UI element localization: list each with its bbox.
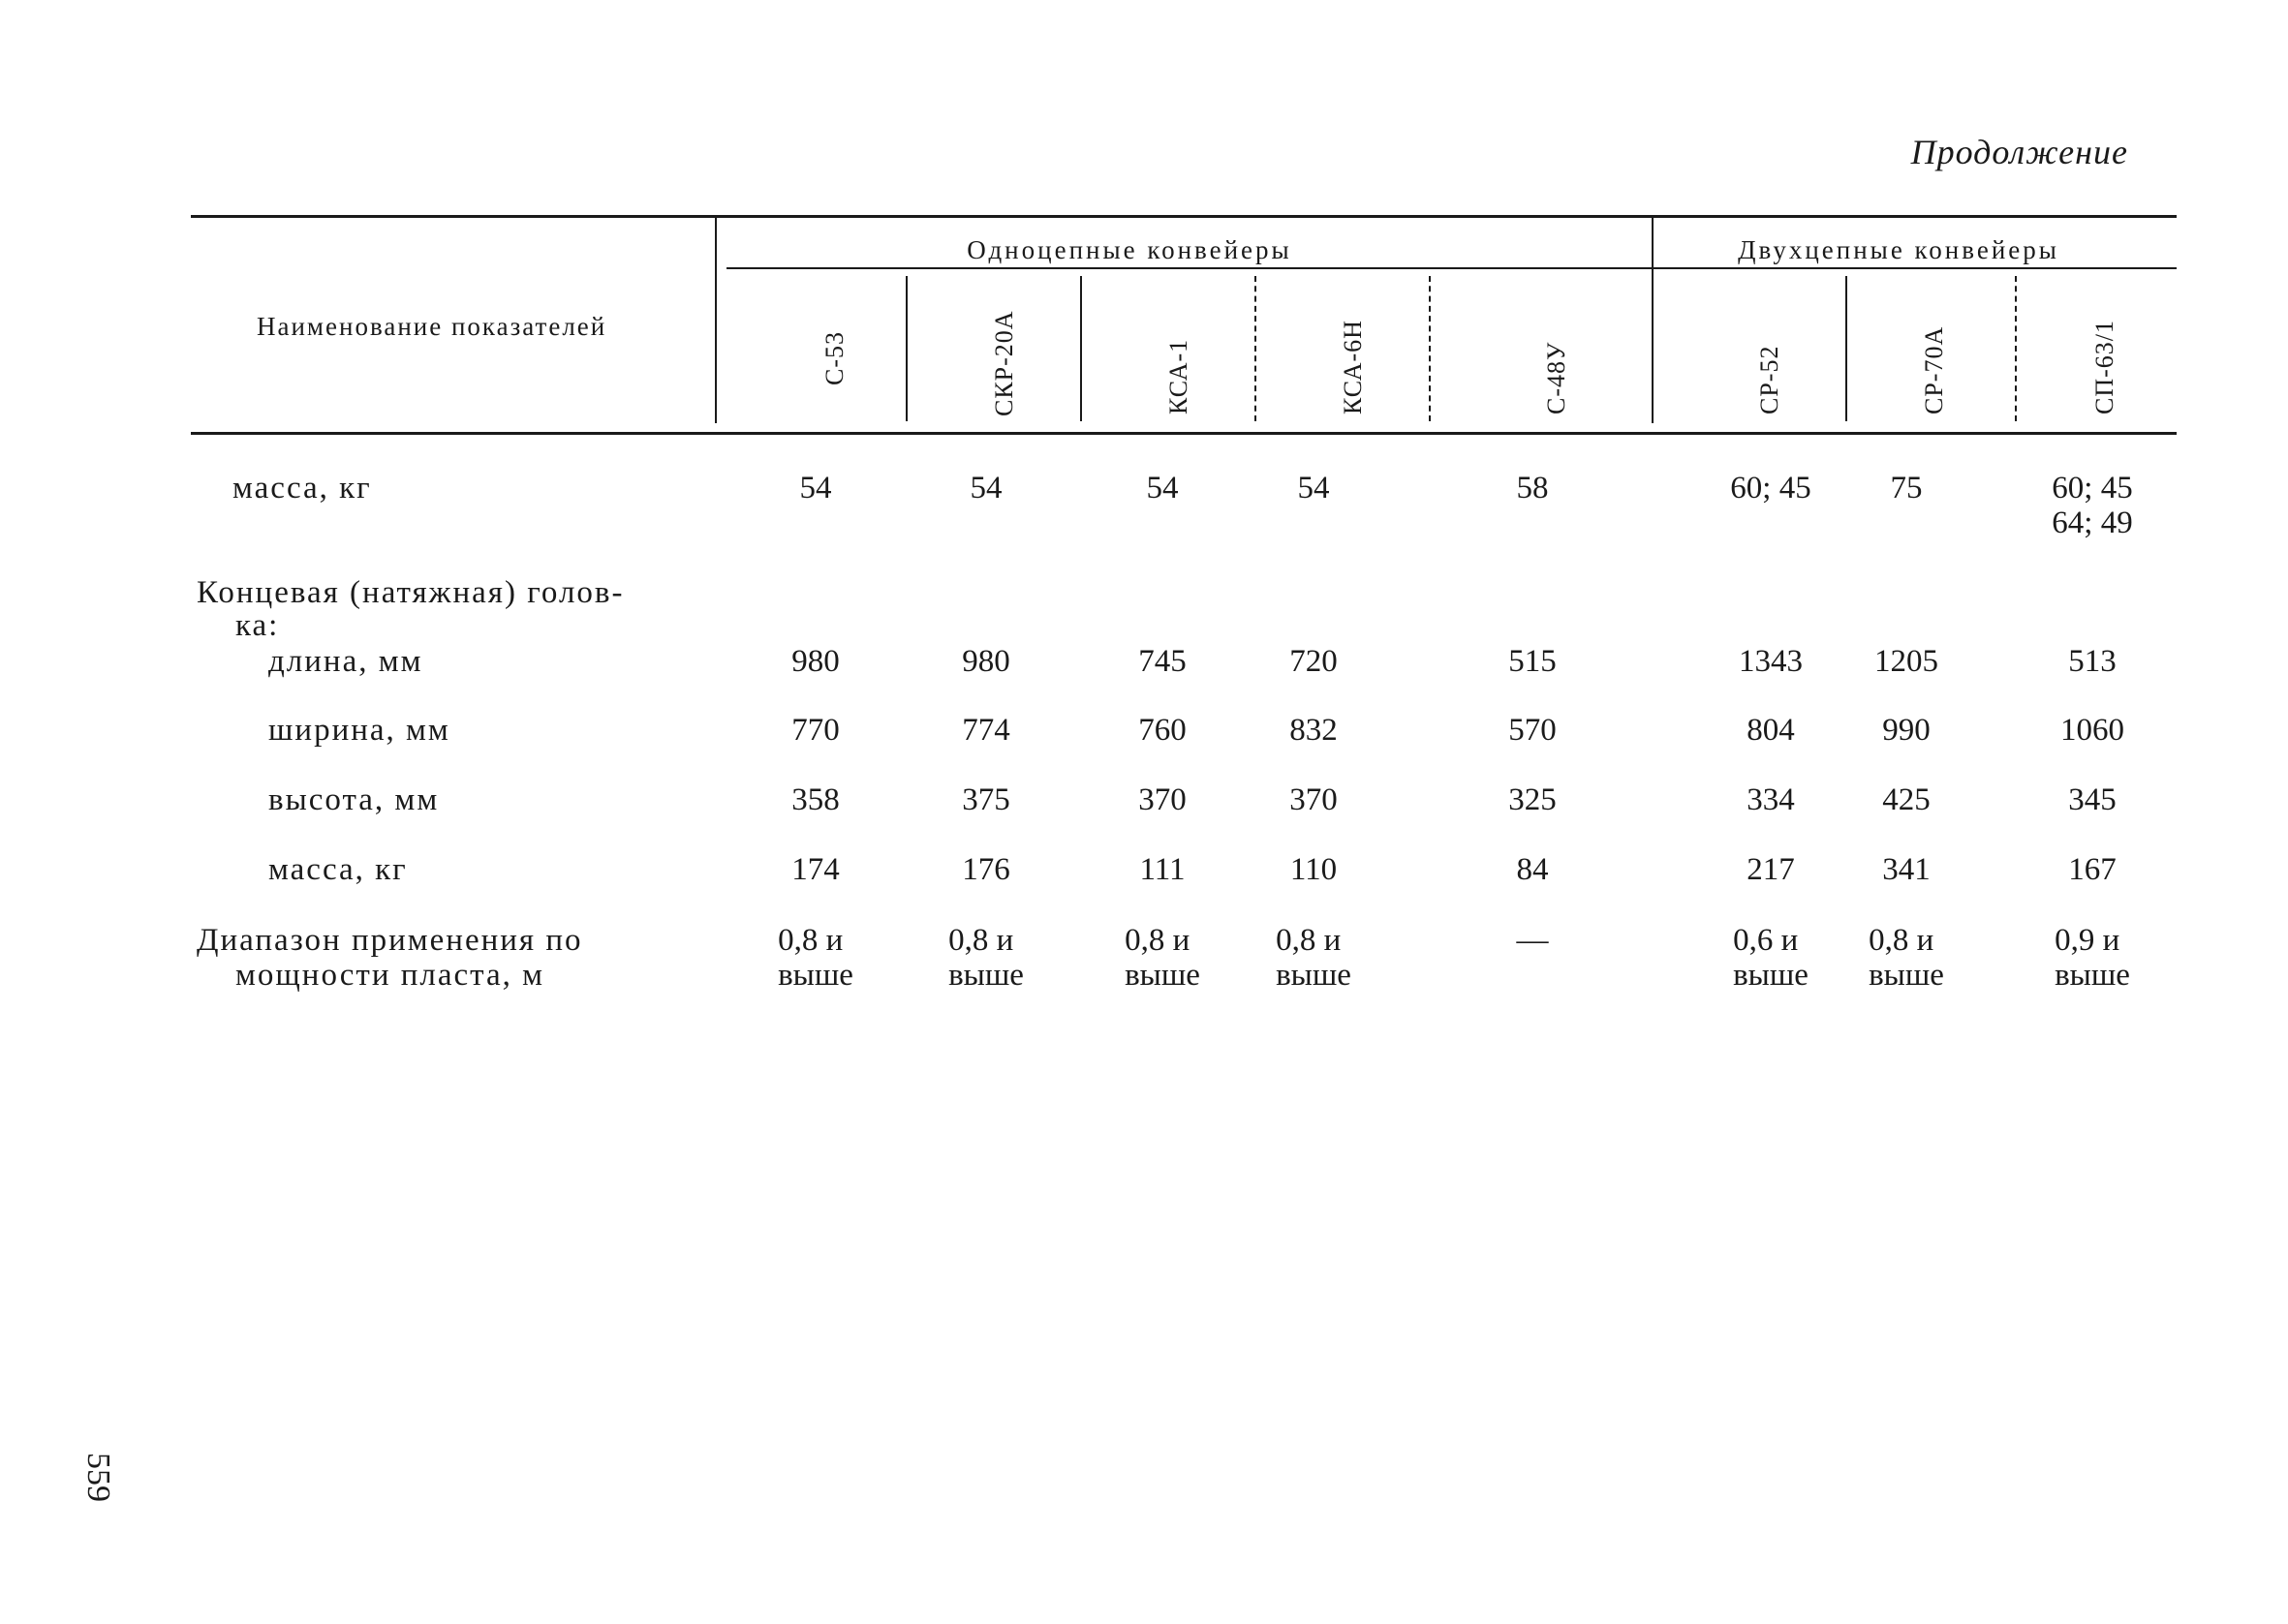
table-cell: 341 [1882,852,1931,887]
table-cell: 0,8 и выше [1869,923,1944,993]
row-label-height: высота, мм [268,782,440,817]
header-divider [715,218,717,423]
row-label-end-head: Концевая (натяжная) голов- [197,575,625,610]
column-divider [1429,276,1431,421]
table-cell: 167 [2068,852,2117,887]
table-top-rule [191,215,2177,218]
continuation-label: Продолжение [1910,133,2128,171]
table-cell: 75 [1890,471,1923,506]
table-cell: 0,8 и выше [778,923,853,993]
table-cell: 515 [1508,644,1557,679]
table-cell: 111 [1139,852,1186,887]
table-cell: 54 [799,471,832,506]
row-label-width: ширина, мм [268,713,450,748]
table-cell: 370 [1138,782,1187,817]
single-chain-group-header: Одноцепные конвейеры [967,235,1292,264]
column-header: СР-70А [1920,325,1948,414]
table-cell: 1205 [1874,644,1938,679]
column-divider [1845,276,1847,421]
table-cell: 217 [1747,852,1795,887]
group-header-rule [727,267,2177,269]
table-cell: 84 [1516,852,1549,887]
row-label-mass-head: масса, кг [232,471,372,506]
table-cell: 832 [1289,713,1338,748]
table-cell: 980 [962,644,1010,679]
column-header: СКР-20А [990,310,1018,416]
row-label-range-cont: мощности пласта, м [235,958,545,993]
column-divider [1254,276,1256,421]
column-divider [1080,276,1082,421]
table-cell: 60; 45 64; 49 [2052,471,2133,540]
table-cell: 760 [1138,713,1187,748]
table-cell: 375 [962,782,1010,817]
table-cell: 425 [1882,782,1931,817]
table-cell: 345 [2068,782,2117,817]
table-cell: 1060 [2060,713,2124,748]
table-cell: 110 [1289,852,1338,887]
column-header: СР-52 [1755,345,1783,414]
table-cell: 1343 [1739,644,1803,679]
table-cell: 990 [1882,713,1931,748]
column-divider [906,276,908,421]
column-divider [2015,276,2017,421]
page-number: 559 [80,1453,116,1502]
indicator-name-header: Наименование показателей [257,312,607,341]
table-cell: 176 [962,852,1010,887]
table-cell: 570 [1508,713,1557,748]
table-cell: 804 [1747,713,1795,748]
table-cell: 58 [1516,471,1549,506]
table-cell: 60; 45 [1730,471,1811,506]
table-cell: 720 [1289,644,1338,679]
column-header: СП-63/1 [2090,320,2118,414]
column-header: С-48У [1542,341,1570,414]
table-cell: 980 [791,644,840,679]
table-cell: 358 [791,782,840,817]
row-label-mass-end: масса, кг [268,852,408,887]
table-cell: 513 [2068,644,2117,679]
table-cell: 0,9 и выше [2055,923,2130,993]
table-cell: 0,6 и выше [1733,923,1809,993]
table-cell: 54 [1297,471,1330,506]
table-cell: 334 [1747,782,1795,817]
table-cell: 0,8 и выше [1125,923,1200,993]
column-header: КСА-6Н [1339,320,1367,414]
column-header: КСА-1 [1164,338,1192,414]
table-cell: 745 [1138,644,1187,679]
row-label-range: Диапазон применения по [197,923,583,958]
table-cell: 54 [970,471,1003,506]
table-cell: 54 [1146,471,1179,506]
table-cell: — [1516,923,1549,958]
table-cell: 174 [791,852,840,887]
group-divider [1652,218,1654,423]
table-cell: 0,8 и выше [948,923,1024,993]
row-label-length: длина, мм [268,644,423,679]
row-label-end-head-cont: ка: [235,608,280,643]
table-cell: 770 [791,713,840,748]
table-cell: 325 [1508,782,1557,817]
table-cell: 0,8 и выше [1276,923,1351,993]
table-cell: 774 [962,713,1010,748]
column-header: С-53 [820,331,849,385]
table-cell: 370 [1289,782,1338,817]
double-chain-group-header: Двухцепные конвейеры [1738,235,2059,264]
